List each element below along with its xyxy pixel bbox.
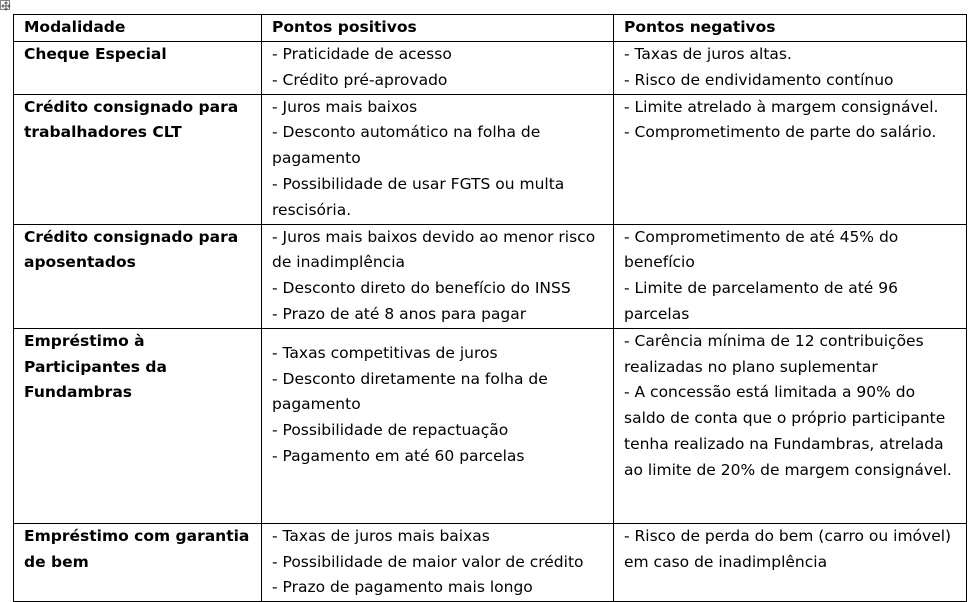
cell-line: tenha realizado na Fundambras, atrelada: [624, 434, 944, 453]
cell-line: ao limite de 20% de margem consignável.: [624, 460, 952, 479]
pontos-negativos-cell[interactable]: [614, 224, 967, 328]
modalidade-cell[interactable]: [14, 42, 262, 95]
header-pontos-positivos[interactable]: Pontos positivos: [262, 15, 614, 42]
comparison-table: [13, 14, 967, 602]
cell-line: Fundambras: [24, 383, 133, 402]
table-body: [14, 42, 967, 602]
pontos-negativos-cell[interactable]: [614, 94, 967, 224]
pontos-positivos-cell[interactable]: [262, 94, 614, 224]
cell-line: - Limite de parcelamento de até 96: [624, 279, 898, 298]
header-pontos-negativos[interactable]: Pontos negativos: [614, 15, 967, 42]
cell-line: - Possibilidade de usar FGTS ou multa: [272, 174, 565, 193]
pontos-positivos-cell[interactable]: [262, 224, 614, 328]
cell-line: - Risco de perda do bem (carro ou imóvel): [624, 526, 952, 545]
pontos-negativos-cell[interactable]: [614, 328, 967, 523]
cell-line: - A concessão está limitada a 90% do: [624, 383, 916, 402]
cell-line: Empréstimo à: [24, 331, 145, 350]
table-row: [14, 523, 967, 601]
cell-line: - Limite atrelado à margem consignável.: [624, 97, 939, 116]
cell-line: em caso de inadimplência: [624, 552, 828, 571]
pontos-negativos-cell[interactable]: [614, 523, 967, 601]
cell-line: - Desconto direto do benefício do INSS: [272, 279, 571, 298]
cell-line: Cheque Especial: [24, 45, 167, 63]
modalidade-cell[interactable]: [14, 523, 262, 601]
cell-line: - Risco de endividamento contínuo: [624, 70, 894, 89]
cell-line: rescisória.: [272, 200, 352, 219]
cell-line: - Taxas de juros altas.: [624, 45, 792, 63]
cell-line: realizadas no plano suplementar: [624, 357, 878, 376]
table-header-row: [14, 15, 967, 42]
modalidade-cell[interactable]: [14, 94, 262, 224]
table-row: [14, 94, 967, 224]
table-row: [14, 42, 967, 95]
cell-line: - Comprometimento de até 45% do: [624, 227, 899, 246]
cell-line: - Praticidade de acesso: [272, 45, 452, 63]
cell-line: - Pagamento em até 60 parcelas: [272, 446, 525, 465]
cell-line: Crédito consignado para: [24, 97, 239, 116]
table-row: [14, 224, 967, 328]
cell-line: - Crédito pré-aprovado: [272, 70, 448, 89]
cell-line: - Comprometimento de parte do salário.: [624, 123, 937, 142]
cell-line: saldo de conta que o próprio participante: [624, 409, 946, 428]
cell-line: - Desconto automático na folha de: [272, 123, 541, 142]
cell-line: - Possibilidade de repactuação: [272, 421, 509, 440]
pontos-negativos-cell[interactable]: [614, 42, 967, 95]
cell-line: parcelas: [624, 304, 690, 323]
cell-line: trabalhadores CLT: [24, 123, 182, 142]
modalidade-cell[interactable]: [14, 328, 262, 523]
cell-line: Crédito consignado para: [24, 227, 239, 246]
cell-line: - Taxas competitivas de juros: [272, 343, 498, 362]
modalidade-cell[interactable]: [14, 224, 262, 328]
cell-line: Empréstimo com garantia: [24, 526, 250, 545]
cell-line: - Prazo de pagamento mais longo: [272, 578, 533, 597]
move-arrows-icon: [1, 1, 11, 11]
cell-line: pagamento: [272, 395, 361, 414]
cell-line: - Prazo de até 8 anos para pagar: [272, 304, 527, 323]
table-move-handle-icon[interactable]: [0, 0, 10, 10]
cell-line: - Possibilidade de maior valor de crédito: [272, 552, 584, 571]
cell-line: - Juros mais baixos: [272, 97, 418, 116]
cell-line: pagamento: [272, 149, 361, 168]
cell-line: - Carência mínima de 12 contribuições: [624, 331, 924, 350]
cell-line: de inadimplência: [272, 253, 406, 272]
pontos-positivos-cell[interactable]: [262, 42, 614, 95]
cell-line: - Juros mais baixos devido ao menor risco: [272, 227, 596, 246]
cell-line: de bem: [24, 552, 89, 571]
cell-line: benefício: [624, 253, 695, 272]
cell-line: - Desconto diretamente na folha de: [272, 369, 548, 388]
table-row: [14, 328, 967, 523]
cell-line: Participantes da: [24, 357, 167, 376]
pontos-positivos-cell[interactable]: [262, 523, 614, 601]
pontos-positivos-cell[interactable]: [262, 328, 614, 523]
header-modalidade[interactable]: Modalidade: [14, 15, 262, 42]
cell-line: aposentados: [24, 253, 136, 272]
cell-line: - Taxas de juros mais baixas: [272, 526, 490, 545]
